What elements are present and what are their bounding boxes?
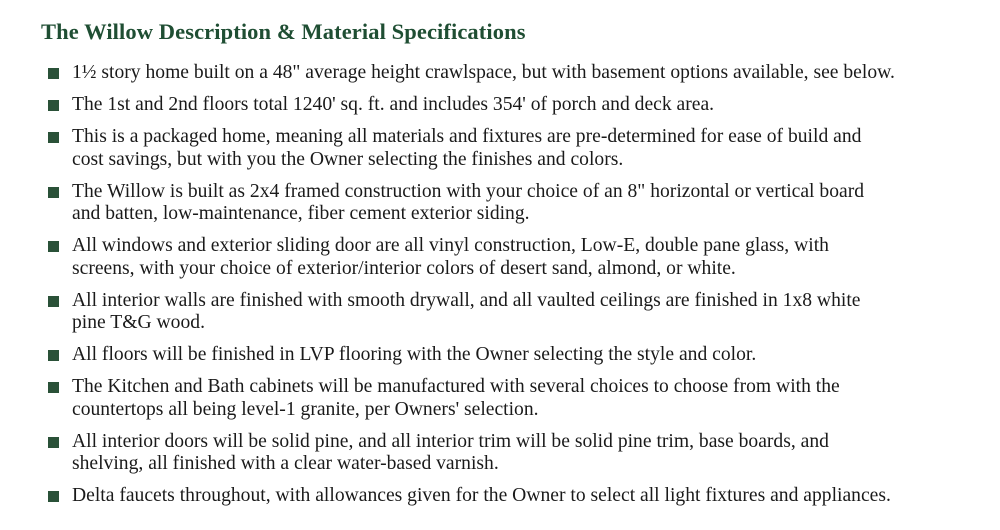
spec-item-text-line: screens, with your choice of exterior/interior colors of desert sand, almond, or white. bbox=[72, 257, 736, 279]
spec-list-item bbox=[48, 62, 978, 85]
spec-list-item bbox=[48, 431, 978, 476]
square-bullet-icon bbox=[48, 132, 59, 143]
square-bullet-icon bbox=[48, 382, 59, 393]
square-bullet-icon bbox=[48, 241, 59, 252]
square-bullet-icon bbox=[48, 296, 59, 307]
spec-list-item bbox=[48, 290, 978, 335]
spec-item-text-line: This is a packaged home, meaning all materials and fixtures are pre-determined for ease of build and bbox=[72, 126, 862, 147]
page-title: The Willow Description & Material Specifications bbox=[41, 19, 526, 44]
spec-item-text-line: All floors will be finished in LVP flooring with the Owner selecting the style and color. bbox=[72, 344, 757, 365]
square-bullet-icon bbox=[48, 491, 59, 502]
spec-item-text-line: 1½ story home built on a 48" average height crawlspace, but with basement options available, see below. bbox=[72, 62, 895, 83]
spec-item-text-line: The Kitchen and Bath cabinets will be manufactured with several choices to choose from with the bbox=[72, 376, 840, 397]
spec-item-text-line: cost savings, but with you the Owner selecting the finishes and colors. bbox=[72, 148, 624, 170]
spec-item-text-line: and batten, low-maintenance, fiber cement exterior siding. bbox=[72, 203, 530, 224]
spec-item-text-line: The Willow is built as 2x4 framed construction with your choice of an 8" horizontal or vertical board bbox=[72, 180, 865, 202]
spec-list-item bbox=[48, 235, 978, 280]
spec-item-text-line: shelving, all finished with a clear water-based varnish. bbox=[72, 453, 499, 474]
spec-item-text-line: All windows and exterior sliding door are all vinyl construction, Low-E, double pane glass, with bbox=[72, 235, 829, 256]
spec-item-text-line: countertops all being level-1 granite, per Owners' selection. bbox=[72, 398, 539, 420]
square-bullet-icon bbox=[48, 350, 59, 361]
square-bullet-icon bbox=[48, 187, 59, 198]
spec-item-text-line: All interior doors will be solid pine, and all interior trim will be solid pine trim, base boards, and bbox=[72, 430, 829, 452]
spec-list bbox=[48, 62, 978, 517]
square-bullet-icon bbox=[48, 100, 59, 111]
spec-list-item bbox=[48, 126, 978, 171]
spec-item-text-line: The 1st and 2nd floors total 1240' sq. ft. and includes 354' of porch and deck area. bbox=[72, 94, 715, 115]
square-bullet-icon bbox=[48, 437, 59, 448]
spec-item-text-line: All interior walls are finished with smooth drywall, and all vaulted ceilings are finished in 1x8 white bbox=[72, 289, 861, 311]
spec-item-text-line: pine T&G wood. bbox=[72, 312, 205, 333]
spec-list-item bbox=[48, 94, 978, 117]
square-bullet-icon bbox=[48, 68, 59, 79]
spec-list-item bbox=[48, 344, 978, 367]
spec-item-text-line: Delta faucets throughout, with allowances given for the Owner to select all light fixtures and appliances. bbox=[72, 485, 891, 506]
spec-list-item bbox=[48, 485, 978, 508]
spec-list-item bbox=[48, 376, 978, 421]
spec-list-item bbox=[48, 181, 978, 226]
